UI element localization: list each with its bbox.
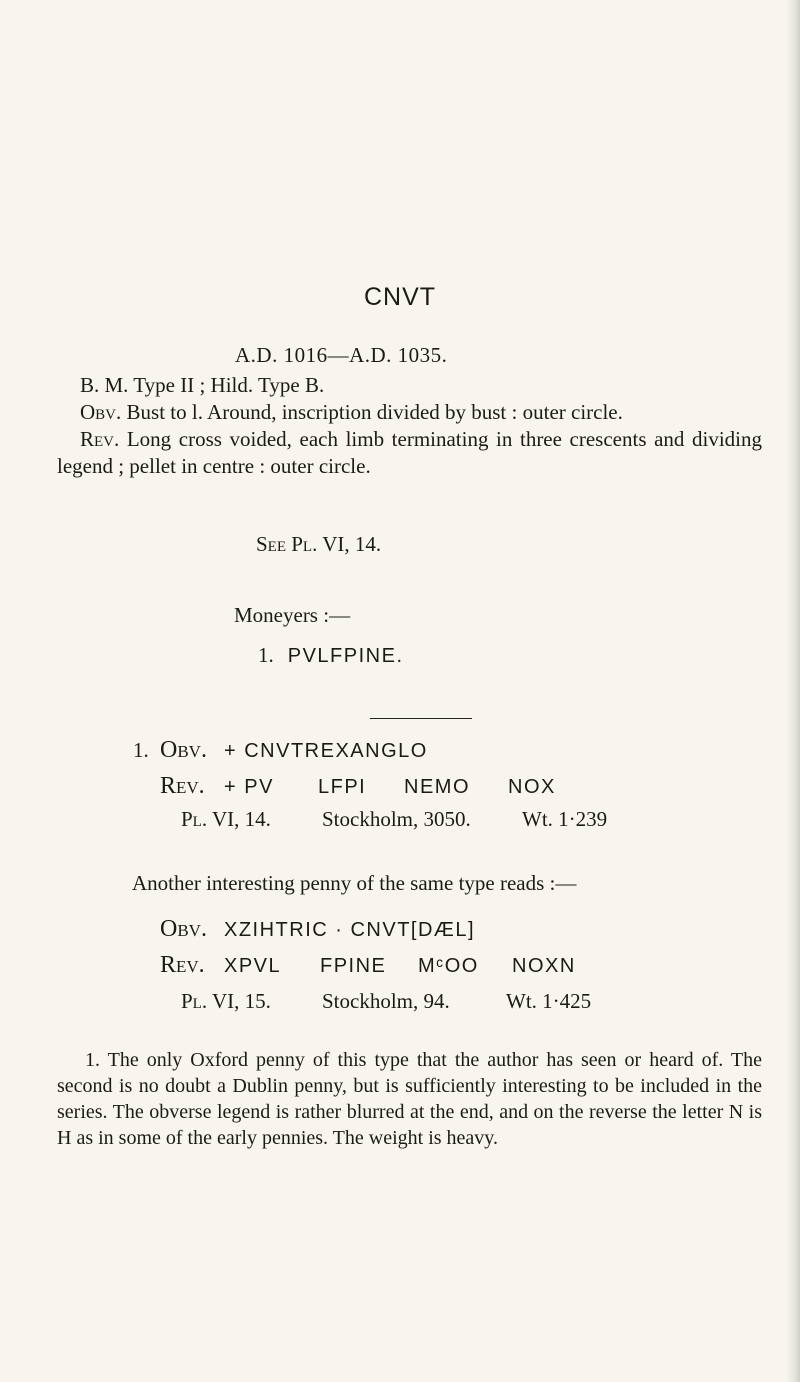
coin-1-obv-label: Obv. [160,737,207,763]
coin-1-obv-legend: + CNVTREXANGLO [224,740,428,762]
footnote-number: 1. [85,1049,100,1071]
coin-1-number: 1. [133,738,149,762]
coin-1-rev-legend-2: LFPI [318,776,367,798]
footnote [57,1047,762,1151]
moneyer-entry [258,642,404,669]
date-range: A.D. 1016—A.D. 1035. [235,343,448,367]
another-intro: Another interesting penny of the same type reads :— [132,871,577,895]
type-line: B. M. Type II ; Hild. Type B. [80,373,325,397]
another-location: Stockholm, 94. [322,989,450,1013]
moneyer-number: 1. [258,643,274,667]
another-obv-label: Obv. [160,916,207,942]
another-weight: Wt. 1·425 [506,989,592,1013]
coin-1-rev-legend-4: NOX [508,776,556,798]
another-rev-label: Rev. [160,952,205,978]
another-plate: Pl. VI, 15. [181,989,271,1013]
moneyer-name: PVLFPINE. [287,645,404,667]
section-divider [370,718,472,719]
coin-1-weight: Wt. 1·239 [522,807,608,831]
page-title: CNVT [363,283,437,311]
obv-text: Bust to l. Around, inscription divided by bust : outer circle. [126,400,623,424]
obv-label: Obv. [80,400,122,424]
rev-label: Rev. [80,427,120,451]
coin-1-rev-legend-1: + PV [224,776,274,798]
page-edge-shadow [786,0,800,1382]
another-obv-legend: XZIHTRIC · CNVT[DÆL] [224,919,476,941]
another-rev-legend-1: XPVL [224,955,282,977]
description [57,372,762,480]
obverse-description [57,399,762,426]
coin-1-location: Stockholm, 3050. [322,807,471,831]
coin-1-rev-legend-3: NEMO [404,776,470,798]
another-rev-legend-3: MᶜOO [418,955,479,977]
coin-1-plate: Pl. VI, 14. [181,807,271,831]
see-reference: See Pl. VI, 14. [256,532,382,556]
moneyers-heading: Moneyers :— [234,603,351,627]
rev-text: Long cross voided, each limb terminating in three crescents and dividing legend ; pellet in centre : outer circle. [57,427,763,478]
coin-1-rev-label: Rev. [160,773,205,799]
another-rev-legend-2: FPINE [320,955,387,977]
reverse-description [57,426,762,480]
another-rev-legend-4: NOXN [512,955,576,977]
footnote-text: The only Oxford penny of this type that the author has seen or heard of. The second is no doubt a Dublin penny, but is sufficiently interesting to be included in the series. The obverse legend is rather blurred at the end, and on the reverse the letter N is H as in some of the early pennies. The weight is heavy. [57,1049,763,1149]
